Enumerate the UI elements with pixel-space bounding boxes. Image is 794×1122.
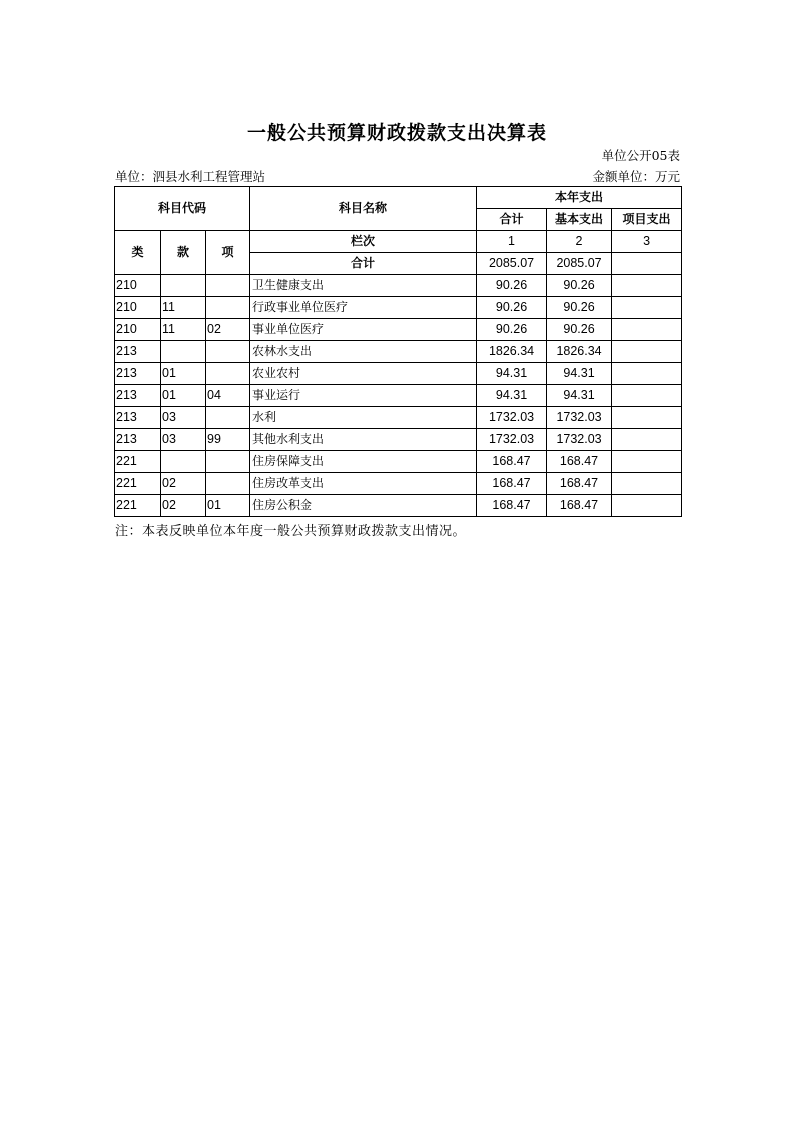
cell-class: 213 <box>115 429 161 451</box>
cell-item: 04 <box>206 385 250 407</box>
cell-item <box>206 363 250 385</box>
header-project: 项目支出 <box>612 209 682 231</box>
cell-name: 住房改革支出 <box>250 473 477 495</box>
form-number: 单位公开05表 <box>601 148 680 163</box>
cell-name: 住房公积金 <box>250 495 477 517</box>
sum-label: 合计 <box>250 253 477 275</box>
cell-basic: 90.26 <box>547 319 612 341</box>
table-row <box>115 319 682 341</box>
cell-total: 1732.03 <box>477 407 547 429</box>
cell-section <box>161 341 206 363</box>
cell-section: 01 <box>161 363 206 385</box>
cell-section <box>161 451 206 473</box>
cell-total: 168.47 <box>477 451 547 473</box>
table-row <box>115 407 682 429</box>
expenditure-table <box>114 186 682 517</box>
reporting-unit: 单位：泗县水利工程管理站 <box>115 169 266 184</box>
cell-basic: 168.47 <box>547 451 612 473</box>
cell-total: 1732.03 <box>477 429 547 451</box>
cell-section <box>161 275 206 297</box>
cell-class: 221 <box>115 451 161 473</box>
cell-total: 94.31 <box>477 385 547 407</box>
cell-item <box>206 451 250 473</box>
cell-project <box>612 407 682 429</box>
cell-name: 住房保障支出 <box>250 451 477 473</box>
cell-section: 03 <box>161 407 206 429</box>
table-row <box>115 451 682 473</box>
cell-project <box>612 297 682 319</box>
cell-item <box>206 275 250 297</box>
cell-total: 94.31 <box>477 363 547 385</box>
cell-class: 210 <box>115 297 161 319</box>
cell-name: 农业农村 <box>250 363 477 385</box>
cell-item <box>206 297 250 319</box>
cell-class: 213 <box>115 341 161 363</box>
table-row <box>115 473 682 495</box>
cell-basic: 168.47 <box>547 473 612 495</box>
column-number-3: 3 <box>612 231 682 253</box>
header-row-1 <box>115 187 682 209</box>
cell-project <box>612 495 682 517</box>
cell-basic: 90.26 <box>547 275 612 297</box>
cell-class: 213 <box>115 385 161 407</box>
cell-total: 1826.34 <box>477 341 547 363</box>
cell-project <box>612 429 682 451</box>
table-note: 注：本表反映单位本年度一般公共预算财政拨款支出情况。 <box>115 524 467 539</box>
cell-item <box>206 341 250 363</box>
table-row <box>115 495 682 517</box>
sum-total: 2085.07 <box>477 253 547 275</box>
cell-name: 卫生健康支出 <box>250 275 477 297</box>
cell-total: 90.26 <box>477 319 547 341</box>
cell-project <box>612 341 682 363</box>
cell-item: 02 <box>206 319 250 341</box>
cell-name: 农林水支出 <box>250 341 477 363</box>
cell-name: 事业单位医疗 <box>250 319 477 341</box>
table-row <box>115 341 682 363</box>
cell-section: 02 <box>161 495 206 517</box>
cell-section: 11 <box>161 319 206 341</box>
cell-project <box>612 363 682 385</box>
cell-name: 水利 <box>250 407 477 429</box>
column-number-2: 2 <box>547 231 612 253</box>
cell-basic: 1732.03 <box>547 407 612 429</box>
cell-project <box>612 385 682 407</box>
cell-project <box>612 319 682 341</box>
sum-basic: 2085.07 <box>547 253 612 275</box>
header-class: 类 <box>115 231 161 275</box>
table-row <box>115 385 682 407</box>
table-row <box>115 297 682 319</box>
cell-name: 事业运行 <box>250 385 477 407</box>
table-row <box>115 275 682 297</box>
cell-project <box>612 451 682 473</box>
header-column-no: 栏次 <box>250 231 477 253</box>
cell-section: 11 <box>161 297 206 319</box>
cell-basic: 1732.03 <box>547 429 612 451</box>
header-name: 科目名称 <box>250 187 477 231</box>
header-row-3 <box>115 231 682 253</box>
cell-section: 03 <box>161 429 206 451</box>
cell-class: 213 <box>115 363 161 385</box>
cell-total: 90.26 <box>477 297 547 319</box>
cell-total: 168.47 <box>477 473 547 495</box>
column-number-1: 1 <box>477 231 547 253</box>
cell-basic: 168.47 <box>547 495 612 517</box>
cell-basic: 1826.34 <box>547 341 612 363</box>
cell-item <box>206 473 250 495</box>
cell-item: 01 <box>206 495 250 517</box>
header-item: 项 <box>206 231 250 275</box>
table-row <box>115 363 682 385</box>
cell-item: 99 <box>206 429 250 451</box>
cell-class: 213 <box>115 407 161 429</box>
cell-name: 其他水利支出 <box>250 429 477 451</box>
cell-section: 01 <box>161 385 206 407</box>
table-row <box>115 429 682 451</box>
cell-total: 90.26 <box>477 275 547 297</box>
header-total: 合计 <box>477 209 547 231</box>
cell-class: 221 <box>115 473 161 495</box>
cell-basic: 94.31 <box>547 363 612 385</box>
cell-project <box>612 473 682 495</box>
cell-item <box>206 407 250 429</box>
cell-class: 221 <box>115 495 161 517</box>
cell-name: 行政事业单位医疗 <box>250 297 477 319</box>
cell-project <box>612 275 682 297</box>
cell-total: 168.47 <box>477 495 547 517</box>
header-code: 科目代码 <box>115 187 250 231</box>
header-basic: 基本支出 <box>547 209 612 231</box>
header-year-expense: 本年支出 <box>477 187 682 209</box>
amount-unit: 金额单位：万元 <box>592 169 680 184</box>
cell-class: 210 <box>115 275 161 297</box>
page-title: 一般公共预算财政拨款支出决算表 <box>246 122 547 144</box>
cell-basic: 90.26 <box>547 297 612 319</box>
cell-basic: 94.31 <box>547 385 612 407</box>
cell-section: 02 <box>161 473 206 495</box>
cell-class: 210 <box>115 319 161 341</box>
sum-project <box>612 253 682 275</box>
header-section: 款 <box>161 231 206 275</box>
